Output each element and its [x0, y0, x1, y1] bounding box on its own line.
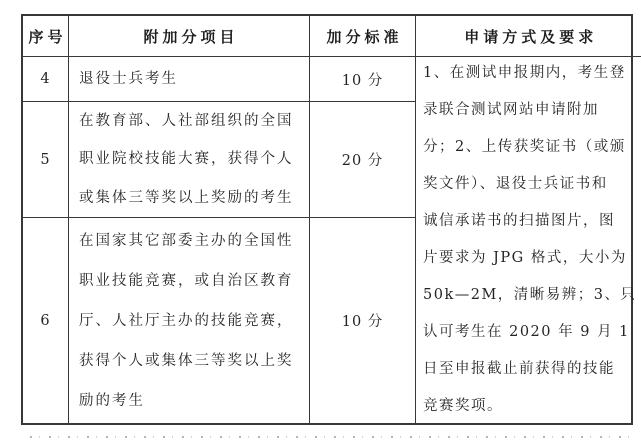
row-5-serial-number: 5 [23, 102, 69, 218]
requirements-line: 1、在测试申报期内，考生登 [423, 65, 626, 81]
requirements-cell [416, 57, 641, 423]
bonus-points-table [21, 14, 637, 425]
row-6-item-line: 获得个人或集体三等奖以上奖 [79, 352, 294, 369]
row-4-item-line: 退役士兵考生 [79, 70, 178, 87]
row-5-item [69, 102, 310, 218]
requirements-line: 日至申报截止前获得的技能 [423, 361, 615, 377]
requirements-line: 奖文件）、退役士兵证书和 [423, 176, 608, 192]
requirements-line: 录联合测试网站申请附加 [423, 102, 599, 118]
requirements-line: 片要求为 JPG 格式，大小为 [423, 250, 627, 266]
row-6-item-line: 职业技能竞赛，或自治区教育 [79, 272, 294, 289]
row-6-serial-number: 6 [23, 218, 69, 423]
row-6-item-line: 励的考生 [79, 392, 145, 409]
row-6-score: 10 分 [310, 218, 416, 423]
row-5-score: 20 分 [310, 102, 416, 218]
requirements-line: 竞赛奖项。 [423, 398, 503, 414]
clipped-text-line [30, 436, 635, 441]
requirements-line: 诚信承诺书的扫描图片，图 [423, 213, 615, 229]
row-4-score: 10 分 [310, 57, 416, 102]
row-5-item-line: 职业院校技能大赛，获得个人 [79, 151, 294, 168]
row-6-item-line: 在国家其它部委主办的全国性 [79, 232, 294, 249]
header-bonus-standard: 加分标准 [310, 16, 416, 57]
header-serial-number: 序号 [23, 16, 69, 57]
row-5-item-line: 在教育部、人社部组织的全国 [79, 112, 294, 129]
header-bonus-item: 附加分项目 [69, 16, 310, 57]
header-application-method: 申请方式及要求 [416, 16, 641, 57]
row-6-item-line: 厅、人社厅主办的技能竞赛， [79, 312, 294, 329]
requirements-line: 分；2、上传获奖证书（或颁 [423, 139, 626, 155]
requirements-line: 认可考生在 2020 年 9 月 1 [423, 324, 630, 340]
row-5-item-line: 或集体三等奖以上奖励的考生 [79, 189, 294, 206]
requirements-line: 50k—2M，清晰易辨；3、只 [423, 287, 637, 303]
row-4-item [69, 57, 310, 102]
row-6-item [69, 218, 310, 423]
row-4-serial-number: 4 [23, 57, 69, 102]
